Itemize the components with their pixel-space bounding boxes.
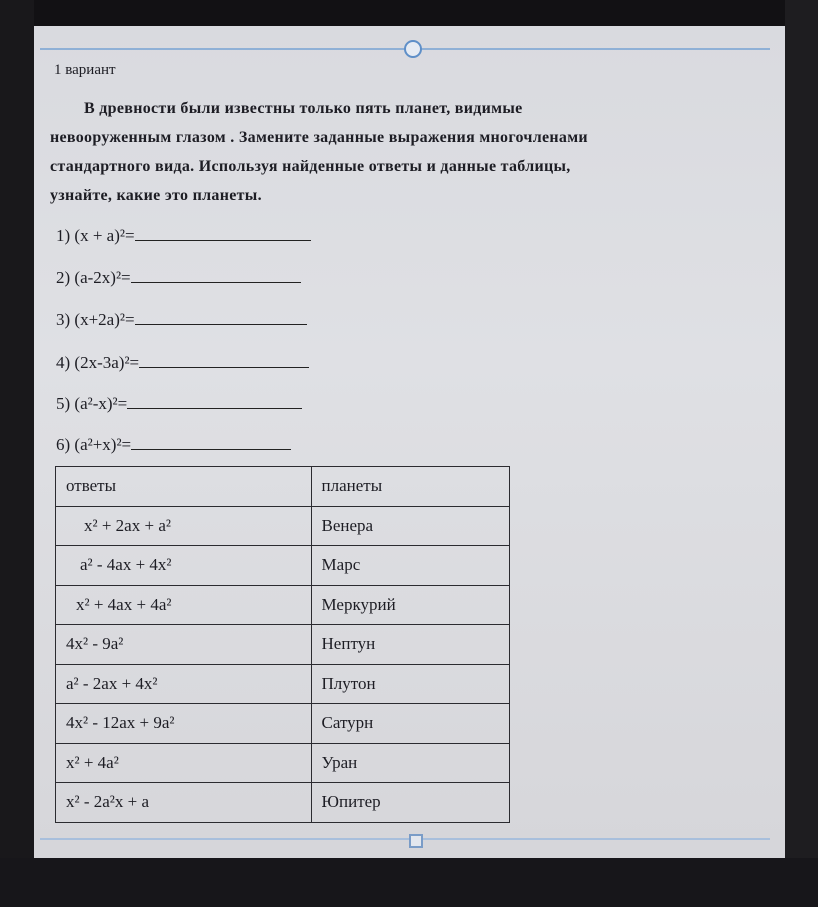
device-left-bezel — [0, 0, 34, 907]
device-bottom-bezel — [0, 858, 818, 907]
worksheet — [34, 26, 785, 858]
planet-cell: Сатурн — [311, 704, 509, 744]
device-top-bezel — [0, 0, 818, 26]
answer-blank — [135, 224, 311, 241]
task-expression: 1) (x + a)²= — [56, 226, 135, 245]
device-right-bezel — [785, 0, 818, 907]
task-expression: 3) (x+2a)²= — [56, 310, 135, 329]
planet-cell: Юпитер — [311, 783, 509, 823]
task-5 — [56, 392, 302, 414]
answers-table — [55, 466, 510, 823]
table-header-row — [56, 467, 510, 507]
task-expression: 6) (a²+x)²= — [56, 435, 132, 454]
planet-cell: Нептун — [311, 625, 509, 665]
planet-cell: Марс — [311, 546, 509, 586]
planet-cell: Уран — [311, 743, 509, 783]
instruction-line: невооруженным глазом . Замените заданные выражения многочленами — [50, 129, 588, 146]
task-6 — [56, 433, 291, 455]
answer-cell: a² - 4ax + 4x² — [56, 546, 312, 586]
answer-cell: 4x² - 12ax + 9a² — [56, 704, 312, 744]
table-row — [56, 546, 510, 586]
table-row — [56, 783, 510, 823]
variant-label: 1 вариант — [54, 62, 116, 78]
answer-cell: x² + 4a² — [56, 743, 312, 783]
answer-blank — [127, 392, 302, 409]
table-row — [56, 585, 510, 625]
instruction-line: стандартного вида. Используя найденные ответы и данные таблицы, — [50, 158, 571, 175]
table-row — [56, 664, 510, 704]
task-expression: 5) (a²-x)²= — [56, 394, 128, 413]
task-3 — [56, 308, 307, 330]
answer-blank — [131, 433, 291, 450]
answer-blank — [139, 351, 309, 368]
instruction-line: узнайте, какие это планеты. — [50, 187, 262, 204]
answer-cell: a² - 2ax + 4x² — [56, 664, 312, 704]
table-row — [56, 625, 510, 665]
answer-cell: x² - 2a²x + a — [56, 783, 312, 823]
answer-cell: x² + 4ax + 4a² — [56, 585, 312, 625]
planet-cell: Венера — [311, 506, 509, 546]
document-screen — [34, 26, 785, 858]
header-answers: ответы — [56, 467, 312, 507]
table-row — [56, 704, 510, 744]
table-row — [56, 743, 510, 783]
task-expression: 4) (2x-3a)²= — [56, 353, 140, 372]
task-2 — [56, 266, 301, 288]
task-expression: 2) (a-2x)²= — [56, 268, 131, 287]
answer-blank — [135, 308, 307, 325]
answer-cell: 4x² - 9a² — [56, 625, 312, 665]
task-4 — [56, 351, 309, 373]
instruction-line: В древности были известны только пять планет, видимые — [84, 100, 523, 117]
answer-cell: x² + 2ax + a² — [56, 506, 312, 546]
header-planets: планеты — [311, 467, 509, 507]
answer-blank — [131, 266, 301, 283]
planet-cell: Плутон — [311, 664, 509, 704]
planet-cell: Меркурий — [311, 585, 509, 625]
table-row — [56, 506, 510, 546]
task-1 — [56, 224, 311, 246]
instruction-paragraph — [50, 94, 770, 210]
